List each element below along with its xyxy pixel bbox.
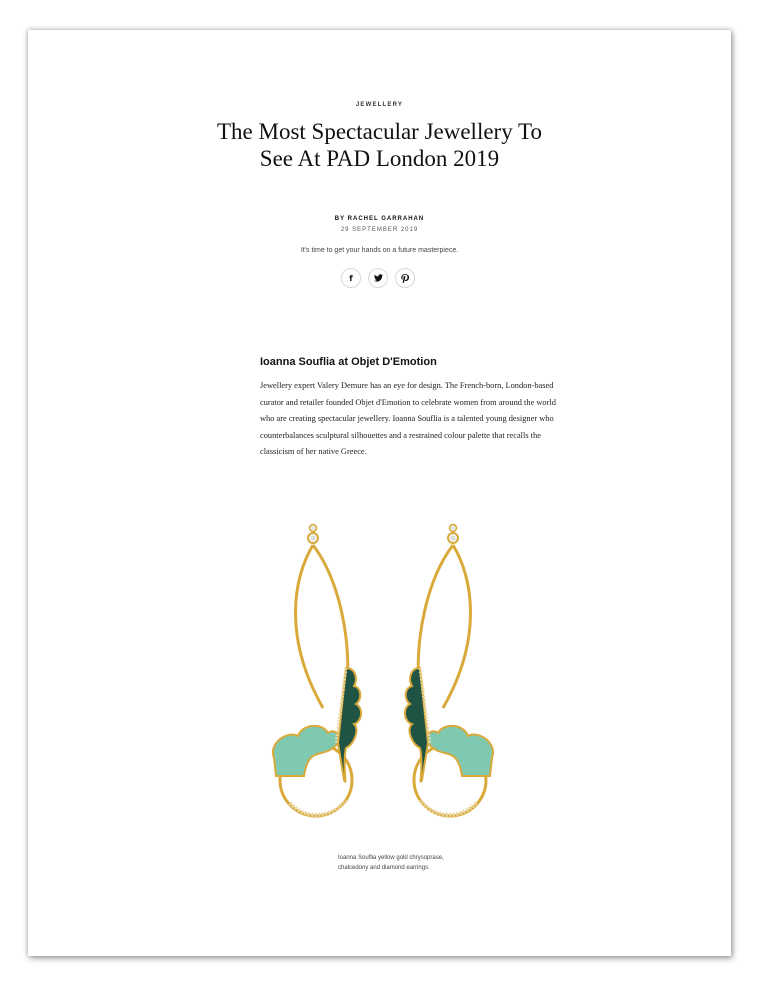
- image-caption: Ioanna Souflia yellow gold chrysoprase, chalcedony and diamond earrings.: [338, 855, 444, 871]
- share-buttons: [341, 268, 415, 288]
- facebook-icon: f: [349, 273, 353, 283]
- pinterest-share-button[interactable]: [395, 268, 415, 288]
- article-title: The Most Spectacular Jewellery To See At PAD London 2019: [217, 119, 542, 171]
- publish-date: 29 SEPTEMBER 2019: [340, 227, 419, 233]
- section-heading: Ioanna Souflia at Objet D'Emotion: [260, 356, 437, 368]
- category-kicker[interactable]: JEWELLERY: [355, 102, 404, 108]
- left-earring: [273, 525, 361, 817]
- twitter-icon: [374, 274, 383, 282]
- twitter-share-button[interactable]: [368, 268, 388, 288]
- article-dek: It's time to get your hands on a future masterpiece.: [300, 247, 459, 254]
- article-page: [28, 30, 731, 956]
- facebook-share-button[interactable]: [341, 268, 361, 288]
- earrings-image: [238, 518, 528, 818]
- author-byline[interactable]: BY RACHEL GARRAHAN: [334, 216, 425, 222]
- section-body: Jewellery expert Valery Demure has an eye for design. The French-born, London-based curator and retailer founded Objet d'Emotion to celebrate women from around the world who are creating spectacular jewellery. Ioanna Souflia is a talented young designer who counterbalances sculptural silhouettes and a restrained colour palette that recalls the classicism of her native Greece.: [260, 381, 556, 456]
- right-earring: [405, 525, 493, 817]
- pinterest-icon: [401, 274, 409, 283]
